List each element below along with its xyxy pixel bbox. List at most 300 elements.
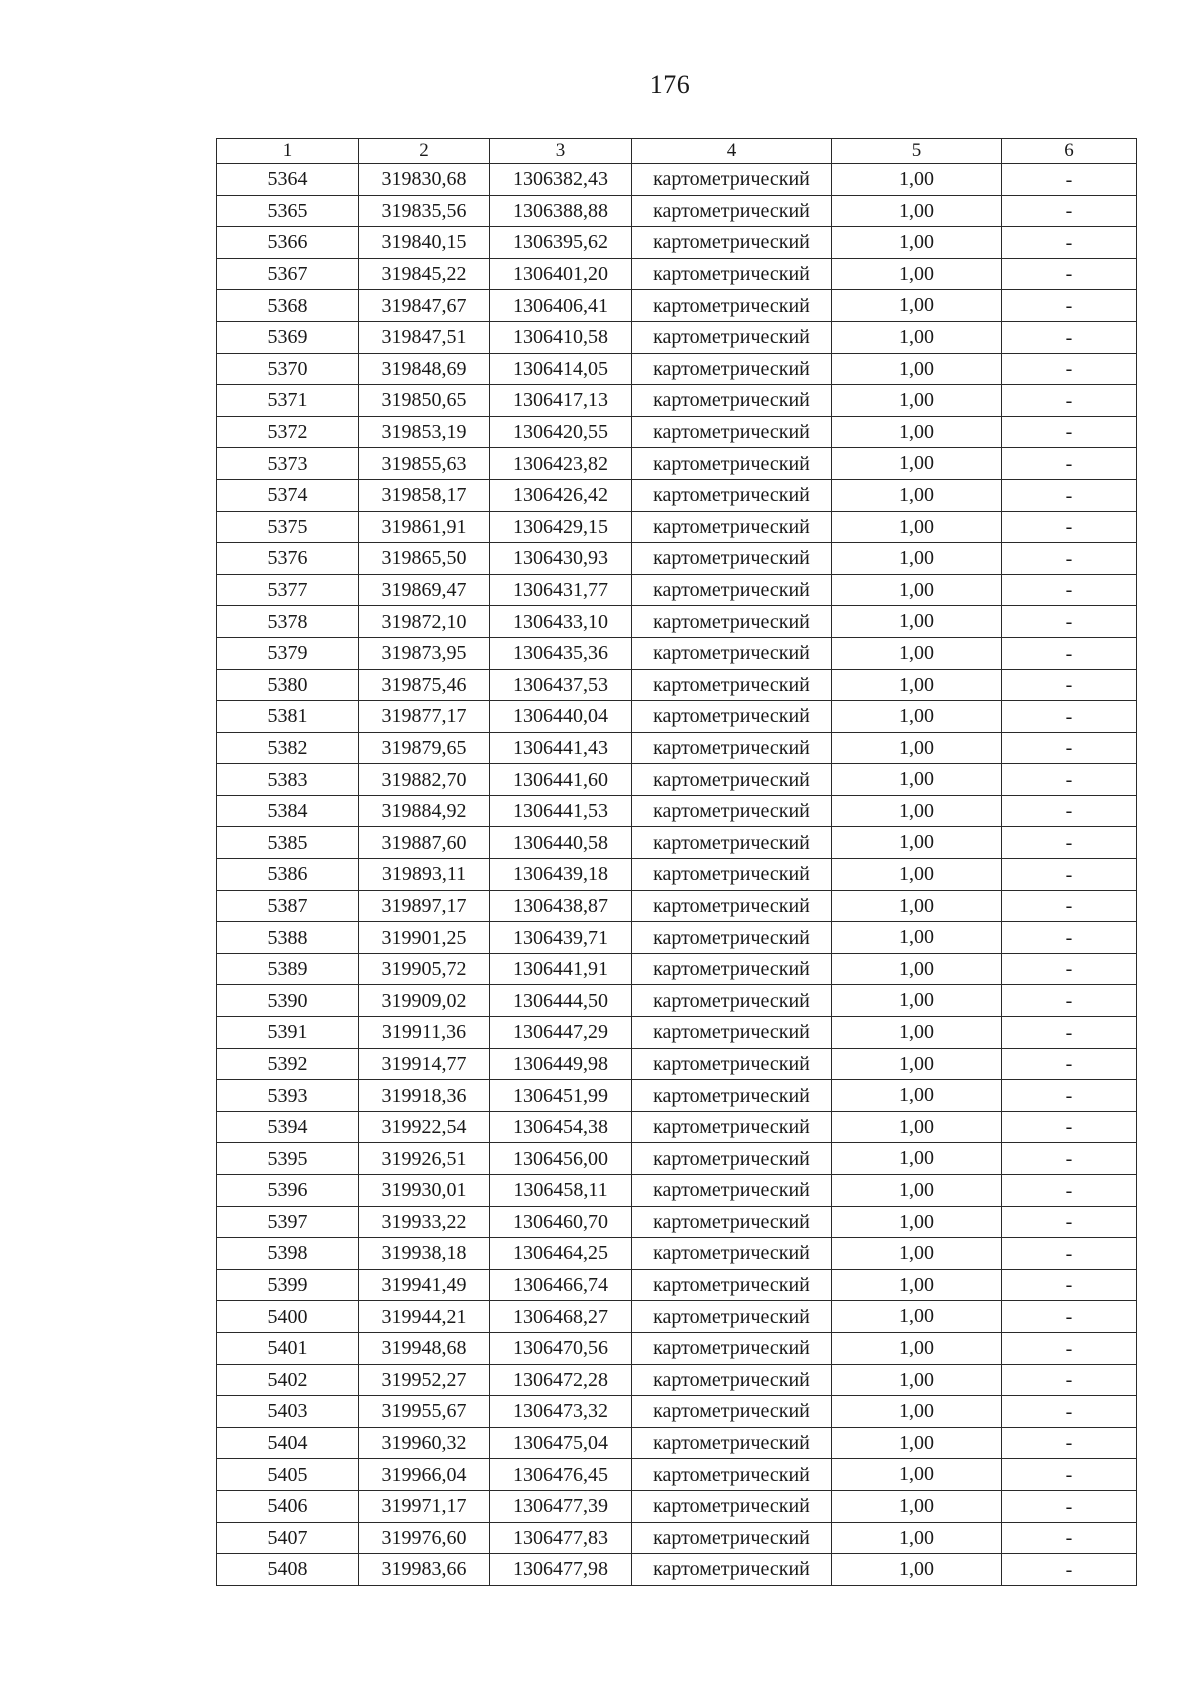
y-coordinate-cell: 1306417,13 <box>490 385 632 417</box>
method-cell: картометрический <box>632 637 832 669</box>
note-cell: - <box>1002 195 1137 227</box>
method-cell: картометрический <box>632 321 832 353</box>
table-row <box>217 353 1137 385</box>
method-cell: картометрический <box>632 1364 832 1396</box>
note-cell: - <box>1002 479 1137 511</box>
point-number-cell: 5370 <box>217 353 359 385</box>
table-row <box>217 922 1137 954</box>
point-number-cell: 5364 <box>217 164 359 196</box>
y-coordinate-cell: 1306454,38 <box>490 1111 632 1143</box>
note-cell: - <box>1002 827 1137 859</box>
table-row <box>217 985 1137 1017</box>
x-coordinate-cell: 319952,27 <box>359 1364 490 1396</box>
accuracy-cell: 1,00 <box>832 1301 1002 1333</box>
point-number-cell: 5399 <box>217 1269 359 1301</box>
note-cell: - <box>1002 606 1137 638</box>
note-cell: - <box>1002 1175 1137 1207</box>
table-row <box>217 1048 1137 1080</box>
point-number-cell: 5369 <box>217 321 359 353</box>
y-coordinate-cell: 1306429,15 <box>490 511 632 543</box>
note-cell: - <box>1002 227 1137 259</box>
accuracy-cell: 1,00 <box>832 258 1002 290</box>
accuracy-cell: 1,00 <box>832 353 1002 385</box>
note-cell: - <box>1002 890 1137 922</box>
point-number-cell: 5405 <box>217 1459 359 1491</box>
note-cell: - <box>1002 353 1137 385</box>
point-number-cell: 5394 <box>217 1111 359 1143</box>
method-cell: картометрический <box>632 859 832 891</box>
accuracy-cell: 1,00 <box>832 1143 1002 1175</box>
table-row <box>217 1017 1137 1049</box>
x-coordinate-cell: 319845,22 <box>359 258 490 290</box>
x-coordinate-cell: 319926,51 <box>359 1143 490 1175</box>
column-header-6: 6 <box>1002 139 1137 164</box>
accuracy-cell: 1,00 <box>832 1396 1002 1428</box>
table-row <box>217 1490 1137 1522</box>
point-number-cell: 5390 <box>217 985 359 1017</box>
note-cell: - <box>1002 164 1137 196</box>
x-coordinate-cell: 319983,66 <box>359 1554 490 1586</box>
accuracy-cell: 1,00 <box>832 543 1002 575</box>
note-cell: - <box>1002 732 1137 764</box>
table-row <box>217 701 1137 733</box>
x-coordinate-cell: 319971,17 <box>359 1490 490 1522</box>
point-number-cell: 5385 <box>217 827 359 859</box>
accuracy-cell: 1,00 <box>832 890 1002 922</box>
y-coordinate-cell: 1306430,93 <box>490 543 632 575</box>
note-cell: - <box>1002 1554 1137 1586</box>
y-coordinate-cell: 1306440,04 <box>490 701 632 733</box>
point-number-cell: 5406 <box>217 1490 359 1522</box>
method-cell: картометрический <box>632 732 832 764</box>
x-coordinate-cell: 319941,49 <box>359 1269 490 1301</box>
accuracy-cell: 1,00 <box>832 795 1002 827</box>
coordinates-table <box>216 138 1137 1586</box>
table-row <box>217 1206 1137 1238</box>
point-number-cell: 5367 <box>217 258 359 290</box>
table-row <box>217 1522 1137 1554</box>
point-number-cell: 5379 <box>217 637 359 669</box>
x-coordinate-cell: 319830,68 <box>359 164 490 196</box>
method-cell: картометрический <box>632 290 832 322</box>
point-number-cell: 5375 <box>217 511 359 543</box>
x-coordinate-cell: 319905,72 <box>359 953 490 985</box>
table-row <box>217 637 1137 669</box>
point-number-cell: 5402 <box>217 1364 359 1396</box>
accuracy-cell: 1,00 <box>832 1554 1002 1586</box>
table-row <box>217 827 1137 859</box>
table-row <box>217 448 1137 480</box>
table-row <box>217 1143 1137 1175</box>
y-coordinate-cell: 1306466,74 <box>490 1269 632 1301</box>
y-coordinate-cell: 1306475,04 <box>490 1427 632 1459</box>
point-number-cell: 5380 <box>217 669 359 701</box>
method-cell: картометрический <box>632 258 832 290</box>
method-cell: картометрический <box>632 1269 832 1301</box>
point-number-cell: 5374 <box>217 479 359 511</box>
x-coordinate-cell: 319955,67 <box>359 1396 490 1428</box>
y-coordinate-cell: 1306433,10 <box>490 606 632 638</box>
table-row <box>217 574 1137 606</box>
y-coordinate-cell: 1306395,62 <box>490 227 632 259</box>
y-coordinate-cell: 1306439,18 <box>490 859 632 891</box>
note-cell: - <box>1002 1459 1137 1491</box>
x-coordinate-cell: 319858,17 <box>359 479 490 511</box>
table-row <box>217 227 1137 259</box>
note-cell: - <box>1002 1269 1137 1301</box>
note-cell: - <box>1002 1111 1137 1143</box>
method-cell: картометрический <box>632 448 832 480</box>
table-row <box>217 1364 1137 1396</box>
x-coordinate-cell: 319877,17 <box>359 701 490 733</box>
x-coordinate-cell: 319847,67 <box>359 290 490 322</box>
point-number-cell: 5401 <box>217 1332 359 1364</box>
x-coordinate-cell: 319861,91 <box>359 511 490 543</box>
method-cell: картометрический <box>632 1332 832 1364</box>
x-coordinate-cell: 319918,36 <box>359 1080 490 1112</box>
note-cell: - <box>1002 1238 1137 1270</box>
accuracy-cell: 1,00 <box>832 574 1002 606</box>
x-coordinate-cell: 319909,02 <box>359 985 490 1017</box>
x-coordinate-cell: 319887,60 <box>359 827 490 859</box>
note-cell: - <box>1002 764 1137 796</box>
point-number-cell: 5383 <box>217 764 359 796</box>
y-coordinate-cell: 1306441,91 <box>490 953 632 985</box>
y-coordinate-cell: 1306460,70 <box>490 1206 632 1238</box>
method-cell: картометрический <box>632 827 832 859</box>
point-number-cell: 5389 <box>217 953 359 985</box>
note-cell: - <box>1002 985 1137 1017</box>
accuracy-cell: 1,00 <box>832 1175 1002 1207</box>
x-coordinate-cell: 319847,51 <box>359 321 490 353</box>
point-number-cell: 5388 <box>217 922 359 954</box>
method-cell: картометрический <box>632 1301 832 1333</box>
column-header-3: 3 <box>490 139 632 164</box>
note-cell: - <box>1002 416 1137 448</box>
note-cell: - <box>1002 795 1137 827</box>
point-number-cell: 5398 <box>217 1238 359 1270</box>
y-coordinate-cell: 1306401,20 <box>490 258 632 290</box>
point-number-cell: 5377 <box>217 574 359 606</box>
x-coordinate-cell: 319865,50 <box>359 543 490 575</box>
y-coordinate-cell: 1306451,99 <box>490 1080 632 1112</box>
accuracy-cell: 1,00 <box>832 827 1002 859</box>
method-cell: картометрический <box>632 1396 832 1428</box>
accuracy-cell: 1,00 <box>832 669 1002 701</box>
note-cell: - <box>1002 1332 1137 1364</box>
table-row <box>217 764 1137 796</box>
y-coordinate-cell: 1306468,27 <box>490 1301 632 1333</box>
accuracy-cell: 1,00 <box>832 1459 1002 1491</box>
method-cell: картометрический <box>632 795 832 827</box>
accuracy-cell: 1,00 <box>832 227 1002 259</box>
accuracy-cell: 1,00 <box>832 1080 1002 1112</box>
point-number-cell: 5365 <box>217 195 359 227</box>
table-row <box>217 1175 1137 1207</box>
note-cell: - <box>1002 511 1137 543</box>
x-coordinate-cell: 319882,70 <box>359 764 490 796</box>
accuracy-cell: 1,00 <box>832 1522 1002 1554</box>
point-number-cell: 5371 <box>217 385 359 417</box>
table-row <box>217 321 1137 353</box>
y-coordinate-cell: 1306470,56 <box>490 1332 632 1364</box>
method-cell: картометрический <box>632 1554 832 1586</box>
method-cell: картометрический <box>632 890 832 922</box>
table-row <box>217 1080 1137 1112</box>
accuracy-cell: 1,00 <box>832 1269 1002 1301</box>
table-row <box>217 1238 1137 1270</box>
table-row <box>217 859 1137 891</box>
point-number-cell: 5376 <box>217 543 359 575</box>
page-number: 176 <box>649 70 691 99</box>
method-cell: картометрический <box>632 1522 832 1554</box>
table-row <box>217 511 1137 543</box>
method-cell: картометрический <box>632 1175 832 1207</box>
x-coordinate-cell: 319930,01 <box>359 1175 490 1207</box>
note-cell: - <box>1002 1206 1137 1238</box>
x-coordinate-cell: 319938,18 <box>359 1238 490 1270</box>
method-cell: картометрический <box>632 1111 832 1143</box>
x-coordinate-cell: 319855,63 <box>359 448 490 480</box>
y-coordinate-cell: 1306473,32 <box>490 1396 632 1428</box>
x-coordinate-cell: 319966,04 <box>359 1459 490 1491</box>
accuracy-cell: 1,00 <box>832 1017 1002 1049</box>
accuracy-cell: 1,00 <box>832 195 1002 227</box>
note-cell: - <box>1002 859 1137 891</box>
method-cell: картометрический <box>632 953 832 985</box>
table-header-row <box>217 139 1137 164</box>
point-number-cell: 5373 <box>217 448 359 480</box>
method-cell: картометрический <box>632 195 832 227</box>
method-cell: картометрический <box>632 479 832 511</box>
y-coordinate-cell: 1306458,11 <box>490 1175 632 1207</box>
point-number-cell: 5384 <box>217 795 359 827</box>
point-number-cell: 5395 <box>217 1143 359 1175</box>
x-coordinate-cell: 319948,68 <box>359 1332 490 1364</box>
table-row <box>217 1396 1137 1428</box>
x-coordinate-cell: 319873,95 <box>359 637 490 669</box>
method-cell: картометрический <box>632 669 832 701</box>
x-coordinate-cell: 319911,36 <box>359 1017 490 1049</box>
y-coordinate-cell: 1306414,05 <box>490 353 632 385</box>
point-number-cell: 5392 <box>217 1048 359 1080</box>
y-coordinate-cell: 1306477,39 <box>490 1490 632 1522</box>
method-cell: картометрический <box>632 985 832 1017</box>
note-cell: - <box>1002 1080 1137 1112</box>
point-number-cell: 5400 <box>217 1301 359 1333</box>
point-number-cell: 5382 <box>217 732 359 764</box>
point-number-cell: 5396 <box>217 1175 359 1207</box>
accuracy-cell: 1,00 <box>832 985 1002 1017</box>
note-cell: - <box>1002 1017 1137 1049</box>
note-cell: - <box>1002 1427 1137 1459</box>
point-number-cell: 5391 <box>217 1017 359 1049</box>
note-cell: - <box>1002 258 1137 290</box>
y-coordinate-cell: 1306406,41 <box>490 290 632 322</box>
accuracy-cell: 1,00 <box>832 448 1002 480</box>
x-coordinate-cell: 319835,56 <box>359 195 490 227</box>
accuracy-cell: 1,00 <box>832 1427 1002 1459</box>
table-row <box>217 1332 1137 1364</box>
note-cell: - <box>1002 321 1137 353</box>
table-row <box>217 195 1137 227</box>
point-number-cell: 5397 <box>217 1206 359 1238</box>
method-cell: картометрический <box>632 1459 832 1491</box>
accuracy-cell: 1,00 <box>832 1332 1002 1364</box>
note-cell: - <box>1002 1364 1137 1396</box>
note-cell: - <box>1002 669 1137 701</box>
table-row <box>217 479 1137 511</box>
x-coordinate-cell: 319976,60 <box>359 1522 490 1554</box>
table-row <box>217 669 1137 701</box>
note-cell: - <box>1002 1490 1137 1522</box>
method-cell: картометрический <box>632 227 832 259</box>
accuracy-cell: 1,00 <box>832 732 1002 764</box>
y-coordinate-cell: 1306476,45 <box>490 1459 632 1491</box>
accuracy-cell: 1,00 <box>832 637 1002 669</box>
method-cell: картометрический <box>632 385 832 417</box>
y-coordinate-cell: 1306382,43 <box>490 164 632 196</box>
x-coordinate-cell: 319944,21 <box>359 1301 490 1333</box>
method-cell: картометрический <box>632 511 832 543</box>
table-row <box>217 385 1137 417</box>
note-cell: - <box>1002 1396 1137 1428</box>
y-coordinate-cell: 1306420,55 <box>490 416 632 448</box>
table-row <box>217 795 1137 827</box>
method-cell: картометрический <box>632 1143 832 1175</box>
note-cell: - <box>1002 637 1137 669</box>
note-cell: - <box>1002 953 1137 985</box>
method-cell: картометрический <box>632 1427 832 1459</box>
y-coordinate-cell: 1306426,42 <box>490 479 632 511</box>
x-coordinate-cell: 319960,32 <box>359 1427 490 1459</box>
x-coordinate-cell: 319901,25 <box>359 922 490 954</box>
point-number-cell: 5387 <box>217 890 359 922</box>
accuracy-cell: 1,00 <box>832 922 1002 954</box>
y-coordinate-cell: 1306388,88 <box>490 195 632 227</box>
accuracy-cell: 1,00 <box>832 321 1002 353</box>
x-coordinate-cell: 319922,54 <box>359 1111 490 1143</box>
note-cell: - <box>1002 385 1137 417</box>
x-coordinate-cell: 319848,69 <box>359 353 490 385</box>
x-coordinate-cell: 319850,65 <box>359 385 490 417</box>
point-number-cell: 5381 <box>217 701 359 733</box>
x-coordinate-cell: 319872,10 <box>359 606 490 638</box>
x-coordinate-cell: 319869,47 <box>359 574 490 606</box>
y-coordinate-cell: 1306438,87 <box>490 890 632 922</box>
point-number-cell: 5393 <box>217 1080 359 1112</box>
y-coordinate-cell: 1306477,98 <box>490 1554 632 1586</box>
x-coordinate-cell: 319879,65 <box>359 732 490 764</box>
x-coordinate-cell: 319884,92 <box>359 795 490 827</box>
table-row <box>217 1269 1137 1301</box>
point-number-cell: 5408 <box>217 1554 359 1586</box>
y-coordinate-cell: 1306440,58 <box>490 827 632 859</box>
x-coordinate-cell: 319875,46 <box>359 669 490 701</box>
point-number-cell: 5403 <box>217 1396 359 1428</box>
method-cell: картометрический <box>632 1048 832 1080</box>
note-cell: - <box>1002 701 1137 733</box>
column-header-1: 1 <box>217 139 359 164</box>
y-coordinate-cell: 1306437,53 <box>490 669 632 701</box>
table-row <box>217 416 1137 448</box>
accuracy-cell: 1,00 <box>832 511 1002 543</box>
table-row <box>217 290 1137 322</box>
y-coordinate-cell: 1306464,25 <box>490 1238 632 1270</box>
y-coordinate-cell: 1306435,36 <box>490 637 632 669</box>
accuracy-cell: 1,00 <box>832 701 1002 733</box>
method-cell: картометрический <box>632 416 832 448</box>
method-cell: картометрический <box>632 543 832 575</box>
table-row <box>217 258 1137 290</box>
y-coordinate-cell: 1306410,58 <box>490 321 632 353</box>
method-cell: картометрический <box>632 1080 832 1112</box>
point-number-cell: 5366 <box>217 227 359 259</box>
method-cell: картометрический <box>632 701 832 733</box>
accuracy-cell: 1,00 <box>832 859 1002 891</box>
accuracy-cell: 1,00 <box>832 479 1002 511</box>
method-cell: картометрический <box>632 1017 832 1049</box>
table-row <box>217 1111 1137 1143</box>
point-number-cell: 5407 <box>217 1522 359 1554</box>
column-header-2: 2 <box>359 139 490 164</box>
accuracy-cell: 1,00 <box>832 164 1002 196</box>
table-row <box>217 1554 1137 1586</box>
y-coordinate-cell: 1306431,77 <box>490 574 632 606</box>
note-cell: - <box>1002 1301 1137 1333</box>
accuracy-cell: 1,00 <box>832 764 1002 796</box>
method-cell: картометрический <box>632 353 832 385</box>
point-number-cell: 5368 <box>217 290 359 322</box>
y-coordinate-cell: 1306456,00 <box>490 1143 632 1175</box>
accuracy-cell: 1,00 <box>832 385 1002 417</box>
point-number-cell: 5386 <box>217 859 359 891</box>
accuracy-cell: 1,00 <box>832 1048 1002 1080</box>
y-coordinate-cell: 1306444,50 <box>490 985 632 1017</box>
note-cell: - <box>1002 1048 1137 1080</box>
table-row <box>217 890 1137 922</box>
y-coordinate-cell: 1306472,28 <box>490 1364 632 1396</box>
table-row <box>217 1427 1137 1459</box>
table-row <box>217 1459 1137 1491</box>
x-coordinate-cell: 319853,19 <box>359 416 490 448</box>
method-cell: картометрический <box>632 1490 832 1522</box>
point-number-cell: 5372 <box>217 416 359 448</box>
accuracy-cell: 1,00 <box>832 1206 1002 1238</box>
method-cell: картометрический <box>632 1238 832 1270</box>
point-number-cell: 5378 <box>217 606 359 638</box>
y-coordinate-cell: 1306477,83 <box>490 1522 632 1554</box>
x-coordinate-cell: 319893,11 <box>359 859 490 891</box>
method-cell: картометрический <box>632 574 832 606</box>
table-row <box>217 164 1137 196</box>
x-coordinate-cell: 319933,22 <box>359 1206 490 1238</box>
table-row <box>217 606 1137 638</box>
column-header-4: 4 <box>632 139 832 164</box>
note-cell: - <box>1002 448 1137 480</box>
x-coordinate-cell: 319840,15 <box>359 227 490 259</box>
accuracy-cell: 1,00 <box>832 1238 1002 1270</box>
note-cell: - <box>1002 1143 1137 1175</box>
x-coordinate-cell: 319897,17 <box>359 890 490 922</box>
point-number-cell: 5404 <box>217 1427 359 1459</box>
y-coordinate-cell: 1306441,53 <box>490 795 632 827</box>
y-coordinate-cell: 1306449,98 <box>490 1048 632 1080</box>
note-cell: - <box>1002 574 1137 606</box>
y-coordinate-cell: 1306423,82 <box>490 448 632 480</box>
table-row <box>217 543 1137 575</box>
accuracy-cell: 1,00 <box>832 1490 1002 1522</box>
